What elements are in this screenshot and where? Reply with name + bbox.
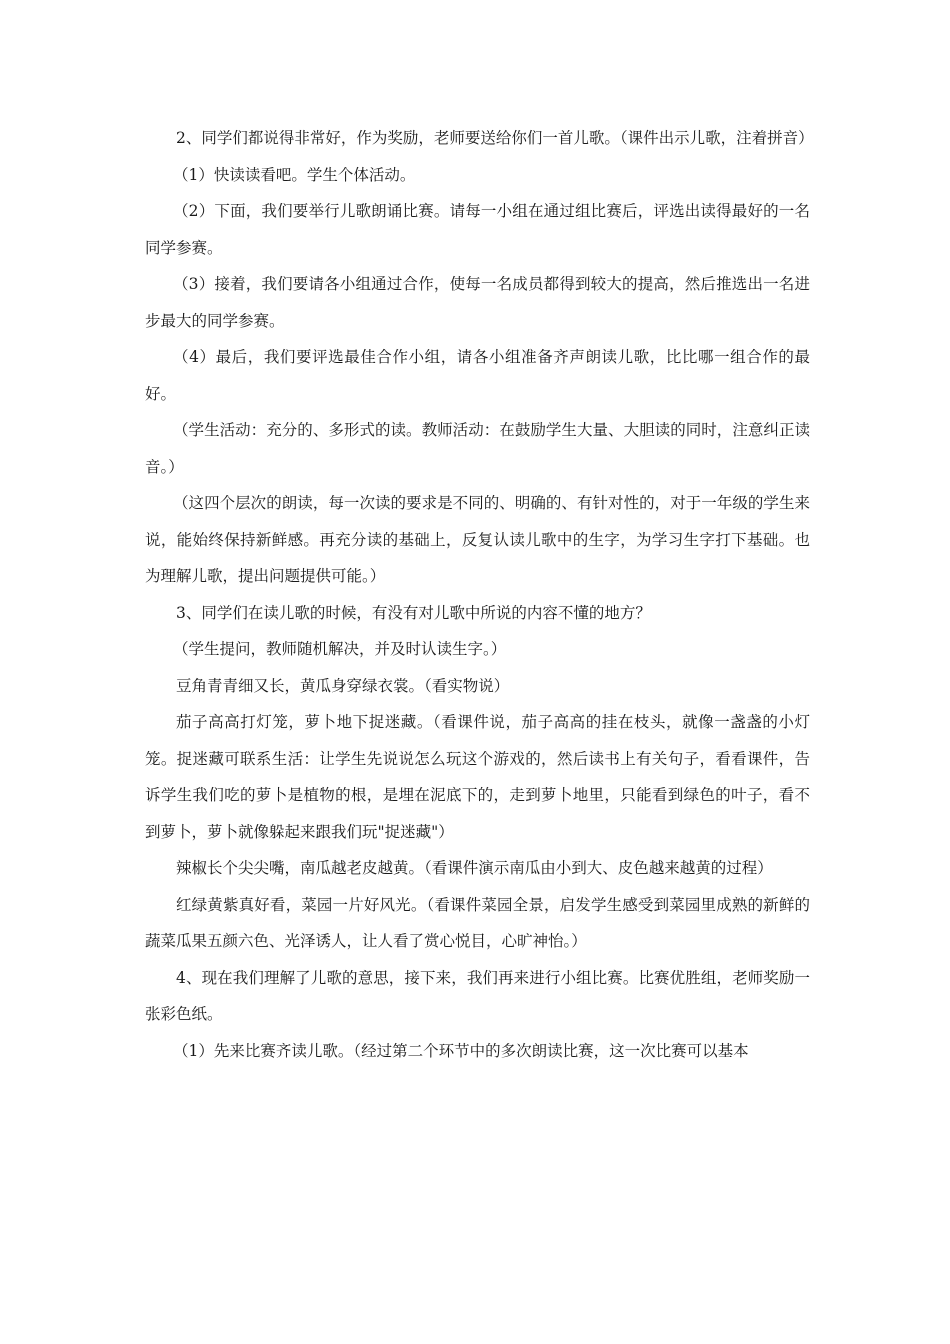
paragraph: （1）快读读看吧。学生个体活动。	[173, 165, 416, 184]
paragraph: 茄子高高打灯笼，萝卜地下捉迷藏。（看课件说，茄子高高的挂在枝头，就像一盏盏的小灯笼。捉迷藏可联系生活：让学生先说说怎么玩这个游戏的，然后读书上有关句子，看看课件，告诉学生我们吃的萝卜是植物的根，是埋在泥底下的，走到萝卜地里，只能看到绿色的叶子，看不到萝卜，萝卜就像躲起来跟我们玩"捉迷藏"）	[145, 713, 810, 841]
paragraph: 3、同学们在读儿歌的时候，有没有对儿歌中所说的内容不懂的地方？	[176, 603, 651, 622]
paragraph: 2、同学们都说得非常好，作为奖励，老师要送给你们一首儿歌。（课件出示儿歌，注着拼音）	[176, 129, 814, 147]
paragraph: （3）接着，我们要请各小组通过合作，使每一名成员都得到较大的提高，然后推选出一名进步最大的同学参赛。	[145, 275, 810, 330]
paragraph: （4）最后，我们要评选最佳合作小组，请各小组准备齐声朗读儿歌，比比哪一组合作的最好。	[145, 348, 810, 403]
paragraph: （学生提问，教师随机解决，并及时认读生字。）	[173, 640, 507, 658]
paragraph: （这四个层次的朗读，每一次读的要求是不同的、明确的、有针对性的，对于一年级的学生来说，能始终保持新鲜感。再充分读的基础上，反复认读儿歌中的生字，为学习生字打下基础。也为理解儿歌，提出问题提供可能。）	[145, 494, 810, 585]
paragraph: （1）先来比赛齐读儿歌。（经过第二个环节中的多次朗读比赛，这一次比赛可以基本	[173, 1041, 749, 1060]
paragraph: 红绿黄紫真好看，菜园一片好风光。（看课件菜园全景，启发学生感受到菜园里成熟的新鲜的蔬菜瓜果五颜六色、光泽诱人，让人看了赏心悦目，心旷神怡。）	[145, 895, 810, 950]
document-body	[145, 120, 814, 1069]
paragraph: 辣椒长个尖尖嘴，南瓜越老皮越黄。（看课件演示南瓜由小到大、皮色越来越黄的过程）	[176, 859, 773, 877]
paragraph: 4、现在我们理解了儿歌的意思，接下来，我们再来进行小组比赛。比赛优胜组，老师奖励一张彩色纸。	[145, 968, 810, 1023]
paragraph: （学生活动：充分的、多形式的读。教师活动：在鼓励学生大量、大胆读的同时，注意纠正读音。）	[145, 421, 810, 476]
paragraph: 豆角青青细又长，黄瓜身穿绿衣裳。（看实物说）	[176, 676, 510, 695]
paragraph: （2）下面，我们要举行儿歌朗诵比赛。请每一小组在通过组比赛后，评选出读得最好的一名同学参赛。	[145, 202, 810, 257]
